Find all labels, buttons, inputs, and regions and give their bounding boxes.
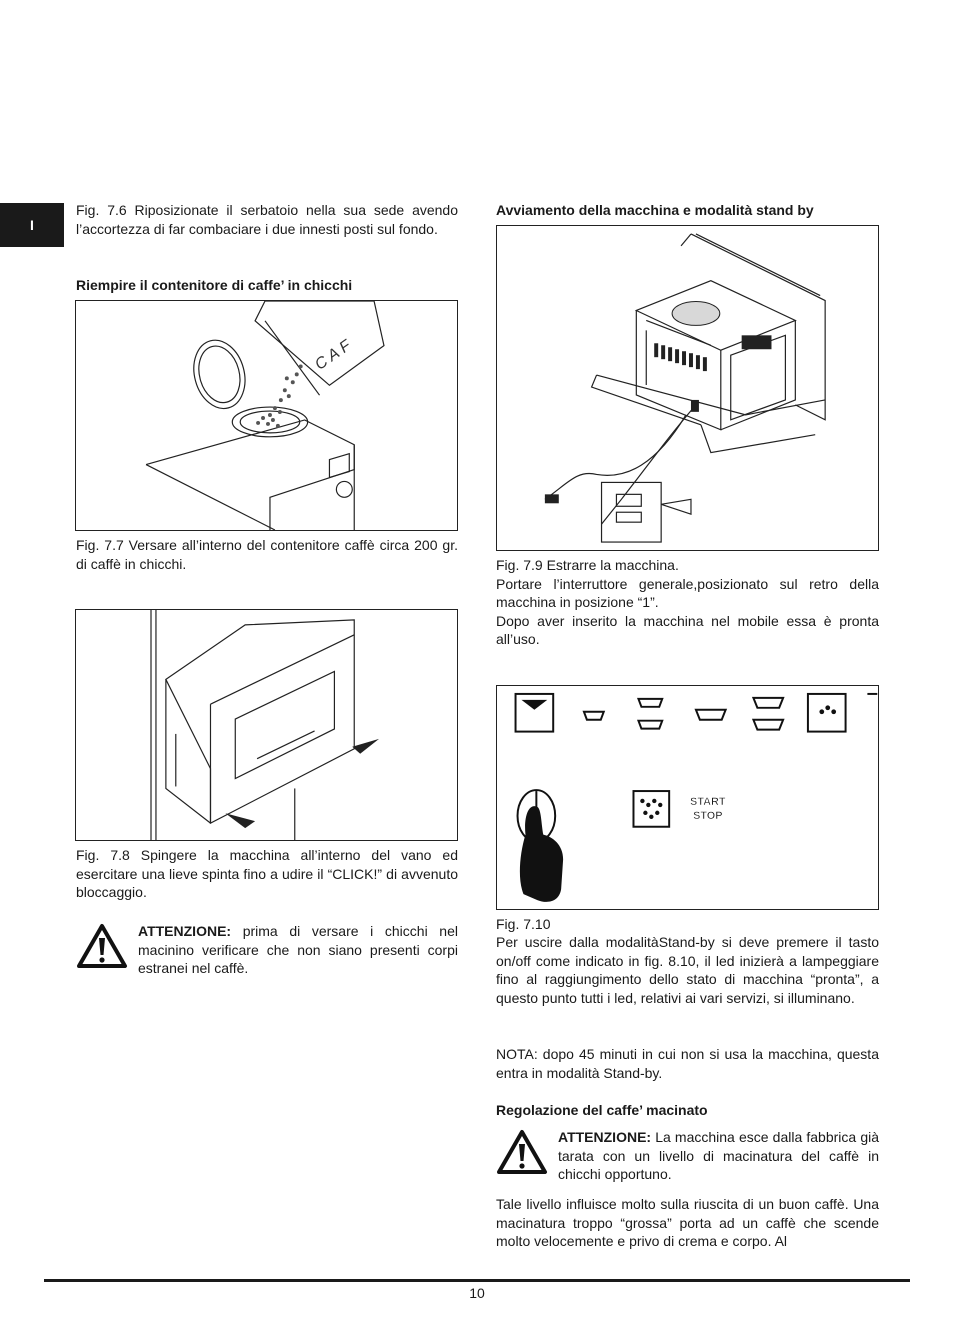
fig78-caption: Fig. 7.8 Spingere la macchina all’interno del vano ed esercitare una lieve spinta fino a udire il “CLICK!” di avvenuto bloccaggio. — [76, 847, 458, 900]
heading-fill-beans: Riempire il contenitore di caffe’ in chicchi — [76, 277, 353, 293]
heading-grind: Regolazione del caffe’ macinato — [496, 1102, 708, 1118]
fig79-caption: Fig. 7.9 Estrarre la macchina. — [496, 557, 679, 573]
warning-text-left: prima di versare i chicchi nel macinino verificare che non siano presenti corpi estranei nel caffè. — [138, 923, 458, 976]
fig77-caption: Fig. 7.7 Versare all’interno del contenitore caffè circa 200 gr. di caffè in chicchi. — [76, 537, 458, 572]
language-tab-label: I — [30, 216, 34, 233]
start-label: START — [690, 795, 726, 808]
final-text: Tale livello influisce molto sulla riuscita di un buon caffè. Una macinatura troppo “grossa” porta ad un caffè che scende molto velocemente e privo di crema e corpo. Al — [496, 1196, 879, 1249]
two-small-cups-icon — [638, 699, 662, 729]
push-machine-illustration — [76, 610, 457, 840]
warning-text-right: La macchina esce dalla fabbrica già tarata con un livello di macinatura del caffè in chicchi opportuno. — [558, 1129, 879, 1182]
language-tab — [0, 203, 64, 247]
heading-startup: Avviamento della macchina e modalità stand by — [496, 202, 814, 218]
warning-label-right: ATTENZIONE: — [558, 1129, 652, 1145]
stop-label: STOP — [693, 809, 723, 822]
figure-7-8 — [75, 609, 458, 841]
rinse-icon — [633, 791, 669, 827]
warning-triangle-icon — [76, 922, 128, 968]
fig710-text: Per uscire dalla modalitàStand-by si deve premere il tasto on/off come indicato in fig. 8.10, il led inizierà a lampeggiare fino al raggiungimento dello stato di macchina “pronta”, a questo punto tutti i led, relativi ai vari servizi, si illuminano. — [496, 934, 879, 1006]
fig79-text-2: Dopo aver inserito la macchina nel mobile essa è pronta all’uso. — [496, 612, 879, 647]
figure-7-7 — [75, 300, 458, 531]
page-number: 10 — [469, 1285, 485, 1301]
fig77-lettering: C A F — [312, 337, 355, 374]
warning-block-right — [496, 1128, 879, 1184]
machine-rear-illustration — [497, 226, 878, 550]
note-text: NOTA: dopo 45 minuti in cui non si usa la macchina, questa entra in modalità Stand-by. — [496, 1046, 879, 1081]
fig79-caption-block — [496, 556, 879, 649]
footer-rule — [44, 1279, 910, 1282]
small-cup-icon — [584, 712, 604, 720]
hot-water-icon — [808, 694, 846, 732]
figure-7-9 — [496, 225, 879, 551]
fig79-text-1: Portare l’interruttore generale,posizionato sul retro della macchina in posizione “1”. — [496, 575, 879, 610]
two-large-cups-icon — [753, 698, 783, 730]
warning-triangle-icon — [496, 1128, 548, 1174]
warning-label-left: ATTENZIONE: — [138, 923, 232, 939]
figure-7-10 — [496, 685, 879, 910]
large-cup-icon — [696, 710, 726, 720]
control-panel-illustration — [497, 686, 878, 909]
pouring-beans-illustration — [76, 301, 457, 530]
fig710-caption: Fig. 7.10 — [496, 916, 551, 932]
warning-block-left — [76, 922, 458, 978]
pointing-finger-icon — [520, 806, 563, 902]
steam-icon — [516, 694, 554, 732]
fig76-caption: Fig. 7.6 Riposizionate il serbatoio nella sua sede avendo l’accortezza di far combaciare i due innesti posti sul fondo. — [76, 202, 458, 237]
